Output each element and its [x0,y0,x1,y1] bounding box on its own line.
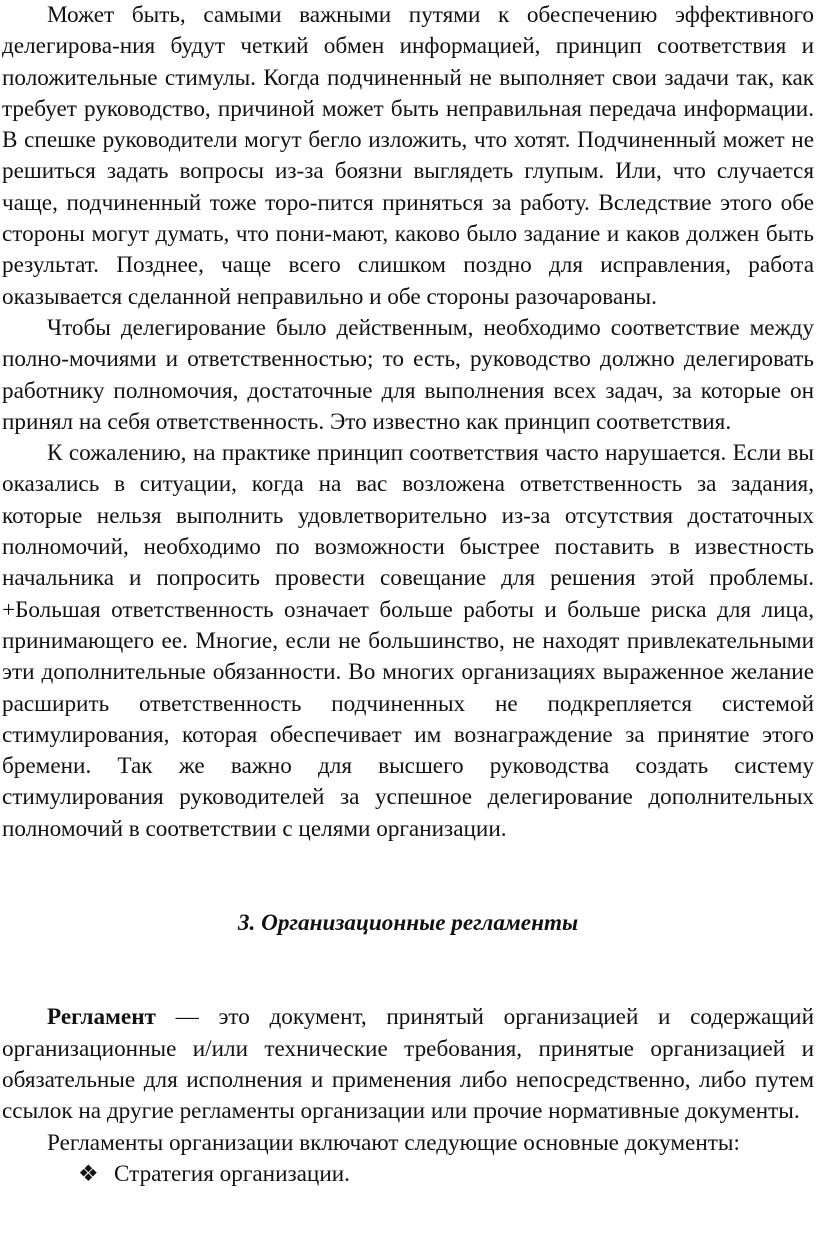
section-heading: 3. Организационные регламенты [237,910,579,937]
paragraph-correspondence-principle: Чтобы делегирование было действенным, необходимо соответствие между полно-мочиями и ответственностью; то есть, руководство должно делегировать работнику полномочия, достаточные для выполнения всех задач, за которые он принял на себя ответственность. Это известно как принцип соответствия. [2,314,814,435]
list-item [2,1159,814,1190]
paragraph-regulations-intro: Регламенты организации включают следующие основные документы: [47,1129,740,1156]
paragraph-violations: К сожалению, на практике принцип соответствия часто нарушается. Если вы оказались в ситуации, когда на вас возложена ответственность за задания, которые нельзя выполнить удовлетворительно из-за отсутствия достаточных полномочий, необходимо по возможности быстрее поставить в известность начальника и попросить провести совещание для решения этой проблемы. +Большая ответственность означает больше работы и больше риска для лица, принимающего ее. Многие, если не большинство, не находят привлекательными эти дополнительные обязанности. Во многих организациях выраженное желание расширить ответственность подчиненных не подкрепляется системой стимулирования, которая обеспечивает им вознаграждение за принятие этого бремени. Так же важно для высшего руководства создать систему стимулирования руководителей за успешное делегирование дополнительных полномочий в соответствии с целями организации. [2,440,814,842]
paragraph-effective-delegation: Может быть, самыми важными путями к обеспечению эффективного делегирова-ния будут четкий обмен информацией, принцип соответствия и положительные стимулы. Когда подчиненный не выполняет свои задачи так, как требует руководство, причиной может быть неправильная передача информации. В спешке руководители могут бегло изложить, что хотят. Подчиненный может не решиться задать вопросы из-за боязни выглядеть глупым. Или, что случается чаще, подчиненный тоже торо-пится приняться за работу. Вследствие этого обе стороны могут думать, что пони-мают, каково было задание и каков должен быть результат. Позднее, чаще всего слишком поздно для исправления, работа оказывается сделанной неправильно и обе стороны разочарованы. [2,2,814,310]
paragraph-regulation-definition [2,1002,814,1127]
diamond-bullet-icon: ❖ [78,1160,99,1187]
defined-term: Регламент [47,1004,156,1031]
definition-text: — это документ, принятый организацией и содержащий организационные и/или технические требования, принятые организацией и обязательные для исполнения и применения либо непосредственно, либо путем ссылок на другие регламенты организации или прочие нормативные документы. [2,1004,814,1125]
regulations-list [2,1159,814,1190]
list-item-text: Стратегия организации. [114,1160,350,1187]
